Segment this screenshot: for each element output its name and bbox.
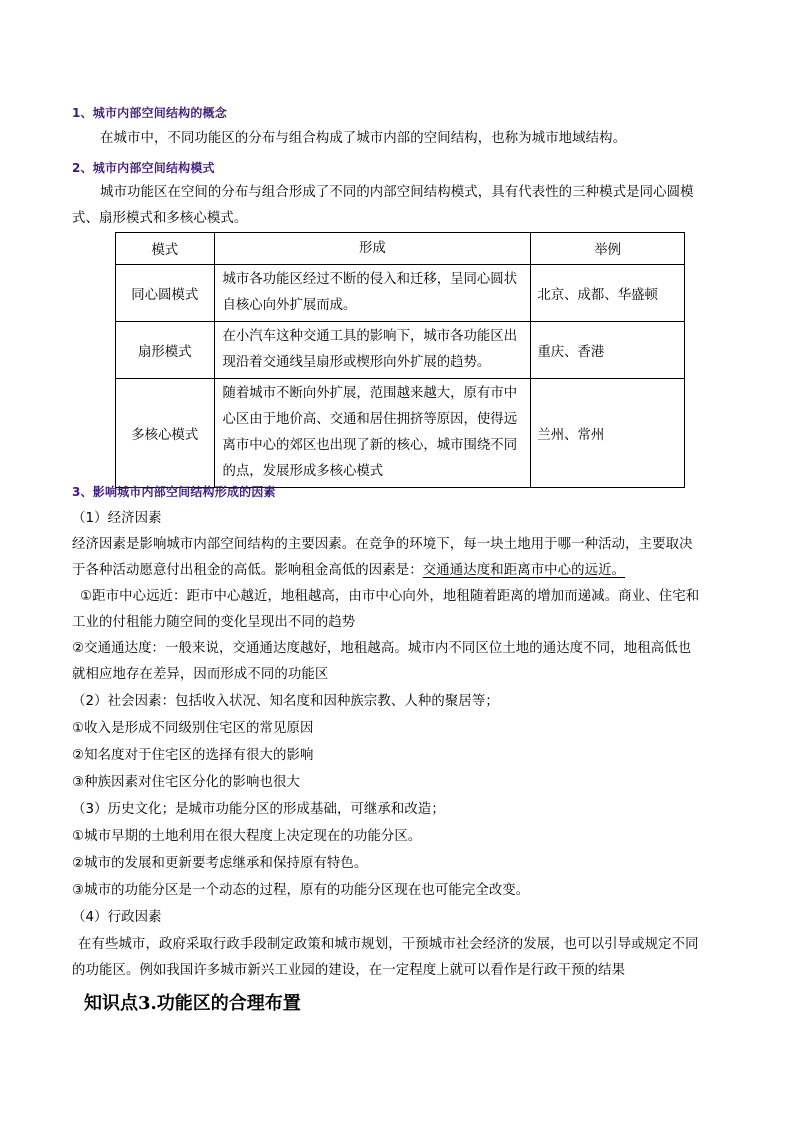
table-header-formation: 形成 [214, 233, 531, 265]
economic-line2-text: 于各种活动愿意付出租金的高低。影响租金高低的因素是： [72, 563, 423, 578]
paragraph-modes-line2: 式、扇形模式和多核心模式。 [72, 211, 248, 226]
table-header-example: 举例 [531, 233, 685, 265]
economic-item1-line2: 工业的付租能力随空间的变化呈现出不同的趋势 [72, 615, 356, 630]
formation-line: 的点，发展形成多核心模式 [222, 464, 384, 479]
table-cell-example: 兰州、常州 [531, 379, 685, 488]
economic-item2-line2: 就相应地存在差异，因而形成不同的功能区 [72, 667, 329, 682]
table-row [116, 322, 685, 379]
table-cell-mode: 同心圆模式 [116, 265, 215, 322]
admin-title: （4）行政因素 [72, 910, 162, 925]
heading-concept: 1、城市内部空间结构的概念 [72, 106, 227, 120]
formation-line: 现沿着交通线呈扇形或楔形向外扩展的趋势。 [222, 355, 491, 370]
history-item: ③城市的功能分区是一个动态的过程，原有的功能分区现在也可能完全改变。 [72, 883, 530, 898]
paragraph-modes-line1: 城市功能区在空间的分布与组合形成了不同的内部空间结构模式，具有代表性的三种模式是同心圆模 [100, 185, 694, 200]
formation-line: 心区由于地价高、交通和居住拥挤等原因，使得远 [222, 412, 518, 427]
history-item: ②城市的发展和更新要考虑继承和保持原有特色。 [72, 856, 368, 871]
economic-line1: 经济因素是影响城市内部空间结构的主要因素。在竞争的环境下，每一块土地用于哪一种活动，主要取决 [72, 537, 693, 552]
social-item: ②知名度对于住宅区的选择有很大的影响 [72, 748, 314, 763]
table-cell-mode: 多核心模式 [116, 379, 215, 488]
social-item: ③种族因素对住宅区分化的影响也很大 [72, 775, 300, 790]
economic-item2-line1: ②交通通达度：一般来说，交通通达度越好，地租越高。城市内不同区位土地的通达度不同，地租高低也 [72, 641, 692, 656]
history-title: （3）历史文化；是城市功能分区的形成基础，可继承和改造； [72, 802, 445, 817]
table-cell-mode: 扇形模式 [116, 322, 215, 379]
paragraph-concept: 在城市中，不同功能区的分布与组合构成了城市内部的空间结构，也称为城市地域结构。 [100, 131, 627, 146]
formation-line: 城市各功能区经过不断的侵入和迁移，呈同心圆状 [222, 272, 518, 287]
economic-item1-line1: ①距市中心远近：距市中心越近，地租越高，由市中心向外，地租随着距离的增加而递减。商业、住宅和 [80, 589, 700, 604]
table-cell-formation [214, 379, 531, 488]
modes-table [115, 232, 685, 488]
economic-key-factors: 交通通达度和距离市中心的远近。 [422, 563, 626, 578]
economic-title: （1）经济因素 [72, 511, 162, 526]
table-cell-example: 北京、成都、华盛顿 [531, 265, 685, 322]
table-header-mode: 模式 [116, 233, 215, 265]
social-item: ①收入是形成不同级别住宅区的常见原因 [72, 721, 314, 736]
formation-line: 随着城市不断向外扩展，范围越来越大，原有市中 [222, 386, 518, 401]
heading-factors: 3、影响城市内部空间结构形成的因素 [72, 485, 276, 499]
economic-line2 [72, 558, 732, 584]
formation-line: 自核心向外扩展而成。 [222, 298, 357, 313]
table-cell-formation [214, 265, 531, 322]
heading-modes: 2、城市内部空间结构模式 [72, 161, 215, 175]
admin-line2: 的功能区。例如我国许多城市新兴工业园的建设，在一定程度上就可以看作是行政干预的结果 [72, 963, 626, 978]
social-title: （2）社会因素：包括收入状况、知名度和因种族宗教、人种的聚居等； [72, 694, 499, 709]
table-cell-example: 重庆、香港 [531, 322, 685, 379]
knowledge-point-heading: 知识点3.功能区的合理布置 [84, 993, 301, 1014]
table-header-row [116, 233, 685, 265]
formation-line: 离市中心的郊区也出现了新的核心，城市围绕不同 [222, 438, 518, 453]
table-row [116, 379, 685, 488]
history-item: ①城市早期的土地利用在很大程度上决定现在的功能分区。 [72, 829, 422, 844]
admin-line1: 在有些城市，政府采取行政手段制定政策和城市规划，干预城市社会经济的发展，也可以引导或规定不同 [78, 937, 699, 952]
table-cell-formation [214, 322, 531, 379]
table-row [116, 265, 685, 322]
formation-line: 在小汽车这种交通工具的影响下，城市各功能区出 [222, 329, 518, 344]
